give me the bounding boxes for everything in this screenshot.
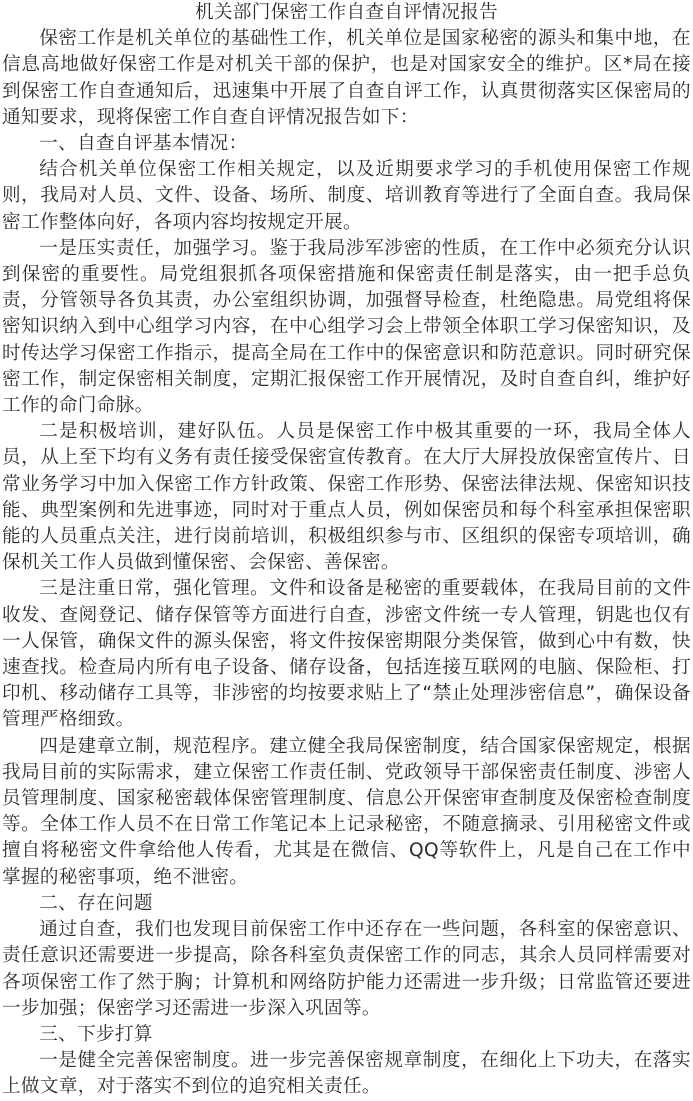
paragraph-responsibility: 一是压实责任，加强学习。鉴于我局涉军涉密的性质，在工作中必须充分认识到保密的重要性。局党组狠抓各项保密措施和保密责任制是落实，由一把手总负责，分管领导各负其责，办公室组织协调，加强督导检查，杜绝隐患。局党组将保密知识纳入到中心组学习内容，在中心组学习会上带领全体职工学习保密知识，及时传达学习保密工作指示，提高全局在工作中的保密意识和防范意识。同时研究保密工作，制定保密相关制度，定期汇报保密工作开展情况，及时自查自纠，维护好工作的命门命脉。 <box>2 237 691 417</box>
document-page <box>2 0 691 1101</box>
paragraph-daily-management: 三是注重日常，强化管理。文件和设备是秘密的重要载体，在我局目前的文件收发、查阅登记、储存保管等方面进行自查，涉密文件统一专人管理，钥匙也仅有一人保管，确保文件的源头保密，将文件按保密期限分类保管，做到心中有数，快速查找。检查局内所有电子设备、储存设备，包括连接互联网的电脑、保险柜、打印机、移动储存工具等，非涉密的均按要求贴上了“禁止处理涉密信息”，确保设备管理严格细致。 <box>2 578 691 731</box>
paragraph-regulations: 四是建章立制，规范程序。建立健全我局保密制度，结合国家保密规定，根据我局目前的实际需求，建立保密工作责任制、党政领导干部保密责任制度、涉密人员管理制度、国家秘密载体保密管理制度、信息公开保密审查制度及保密检查制度等。全体工作人员不在日常工作笔记本上记录秘密，不随意摘录、引用秘密文件或擅自将秘密文件拿给他人传看，尤其是在微信、QQ等软件上，凡是自己在工作中掌握的秘密事项，绝不泄密。 <box>2 735 691 888</box>
section-heading-problems: 二、存在问题 <box>39 892 153 914</box>
section-heading-next-steps: 三、下步打算 <box>39 1023 153 1045</box>
paragraph-next-steps: 一是健全完善保密制度。进一步完善保密规章制度，在细化上下功夫，在落实上做文章，对于落实不到位的追究相关责任。 <box>2 1050 691 1098</box>
intro-paragraph: 保密工作是机关单位的基础性工作，机关单位是国家秘密的源头和集中地，在信息高地做好保密工作是对机关干部的保护，也是对国家安全的维护。区*局在接到保密工作自查通知后，迅速集中开展了自查自评工作，认真贯彻落实区保密局的通知要求，现将保密工作自查自评情况报告如下： <box>2 28 691 128</box>
paragraph-overview: 结合机关单位保密工作相关规定，以及近期要求学习的手机使用保密工作规则，我局对人员、文件、设备、场所、制度、培训教育等进行了全面自查。我局保密工作整体向好，各项内容均按规定开展。 <box>2 159 691 233</box>
paragraph-problems: 通过自查，我们也发现目前保密工作中还存在一些问题，各科室的保密意识、责任意识还需要进一步提高，除各科室负责保密工作的同志，其余人员同样需要对各项保密工作了然于胸；计算机和网络防护能力还需进一步升级；日常监管还要进一步加强；保密学习还需进一步深入巩固等。 <box>2 919 691 1019</box>
paragraph-training: 二是积极培训，建好队伍。人员是保密工作中极其重要的一环，我局全体人员，从上至下均有义务有责任接受保密宣传教育。在大厅大屏投放保密宣传片、日常业务学习中加入保密工作方针政策、保密工作形势、保密法律法规、保密知识技能、典型案例和先进事迹，同时对于重点人员，例如保密员和每个科室承担保密职能的人员重点关注，进行岗前培训，积极组织参与市、区组织的保密专项培训，确保机关工作人员做到懂保密、会保密、善保密。 <box>2 421 691 574</box>
document-title: 机关部门保密工作自查自评情况报告 <box>194 2 499 23</box>
section-heading-self-check: 一、自查自评基本情况： <box>39 133 248 154</box>
